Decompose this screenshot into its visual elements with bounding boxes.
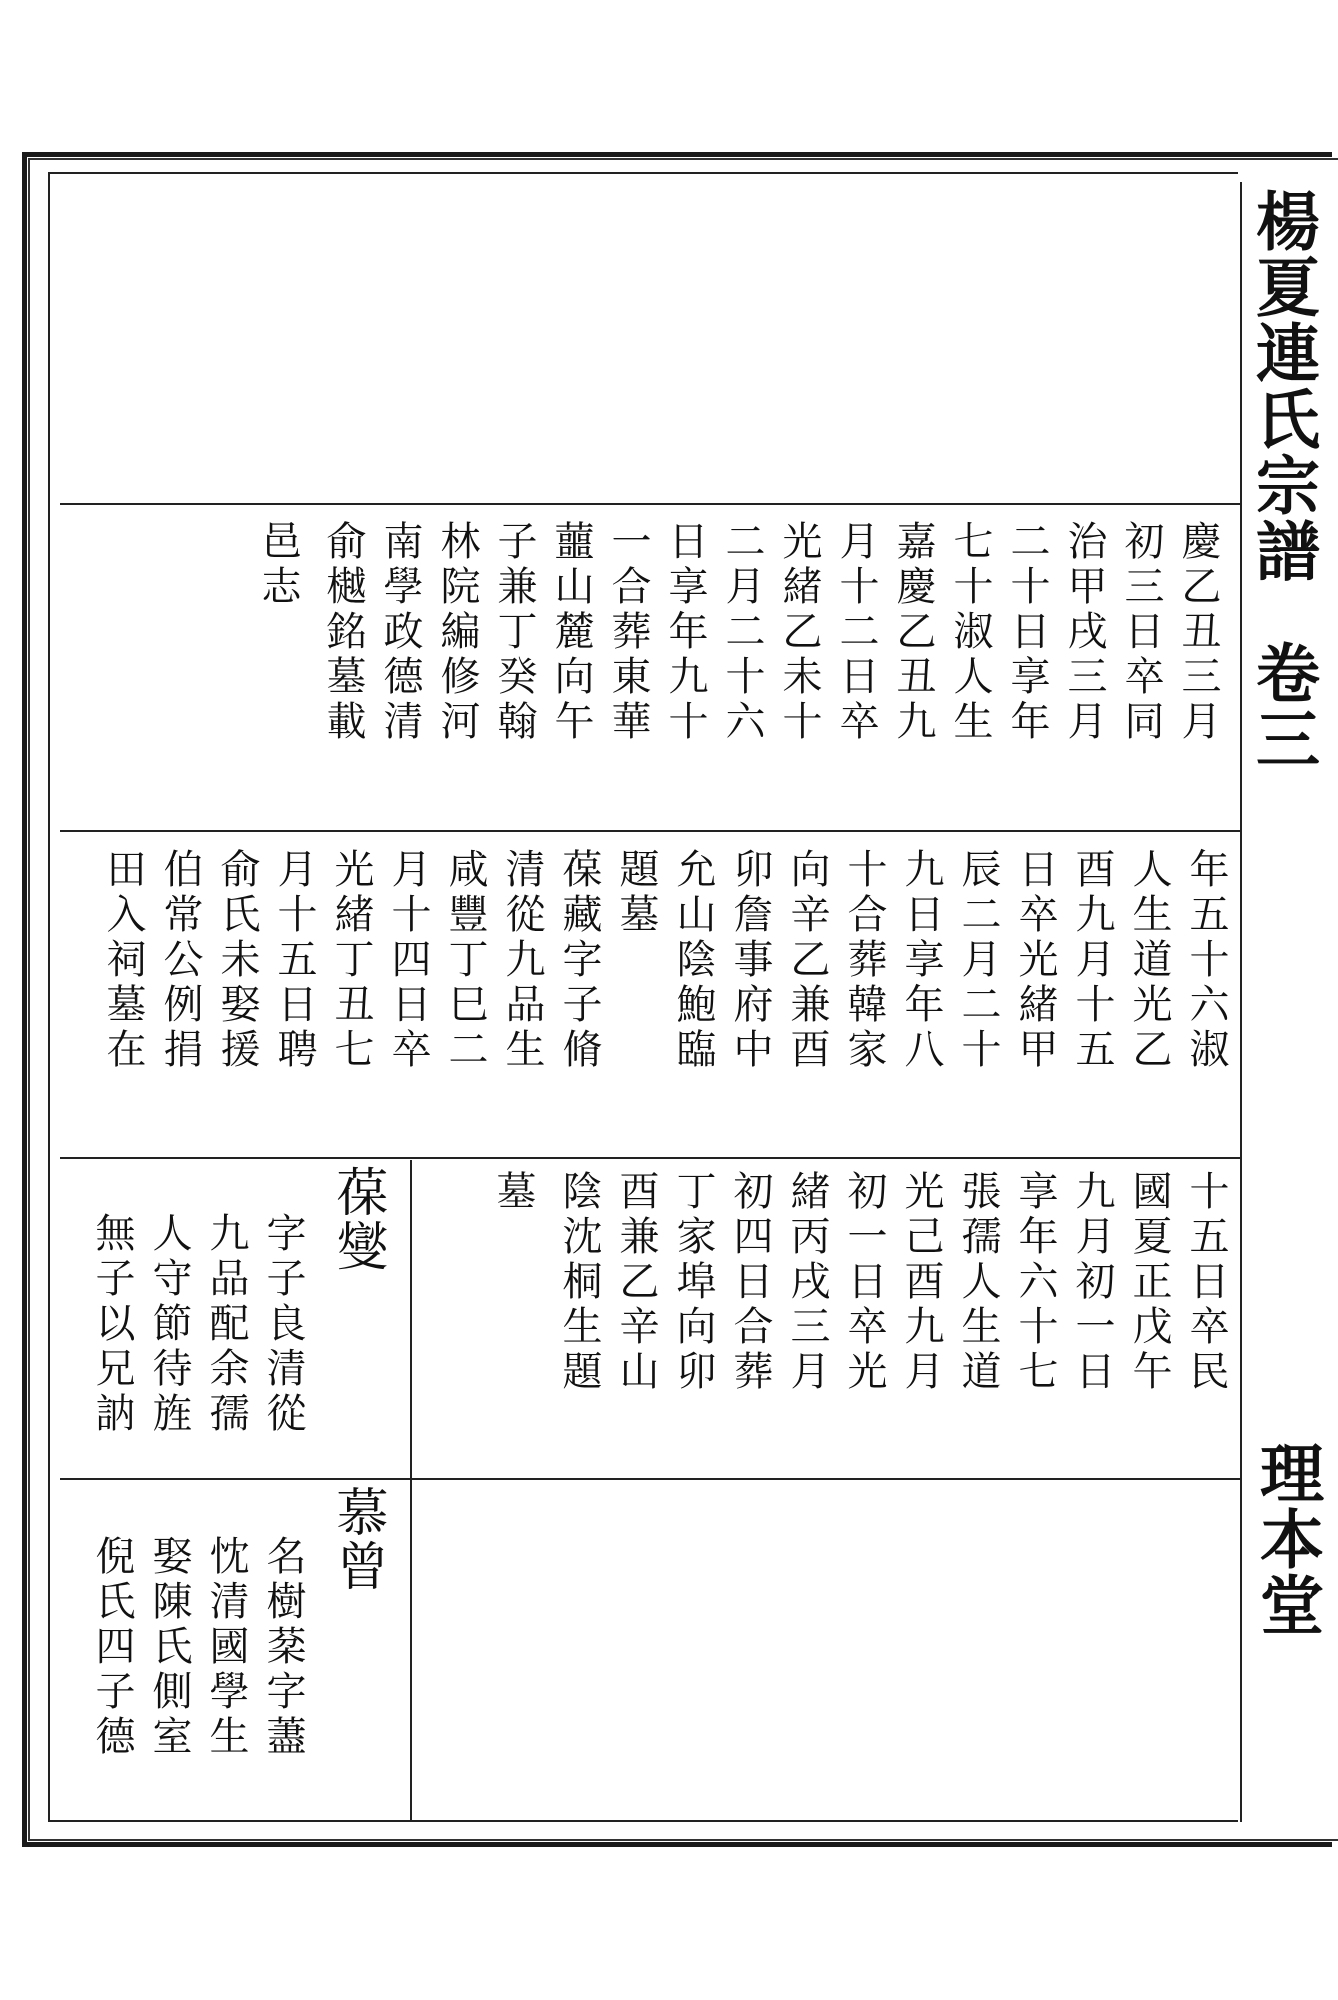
text-column: 咸豐丁巳二 xyxy=(442,848,488,1073)
text-column: 辰二月二十 xyxy=(955,848,1001,1073)
text-column: 林院編修河 xyxy=(434,520,480,745)
person-name: 葆燮 xyxy=(327,1165,387,1273)
text-column: 二月二十六 xyxy=(719,520,765,745)
text-column: 田入祠墓在 xyxy=(100,848,146,1073)
text-column: 張孺人生道 xyxy=(955,1170,1001,1395)
text-column: 清從九品生 xyxy=(499,848,545,1073)
register-rule-1 xyxy=(60,503,1240,505)
text-column: 忱清國學生 xyxy=(203,1535,249,1760)
lower-column-divider xyxy=(410,1160,412,1820)
text-column: 酉兼乙辛山 xyxy=(613,1170,659,1395)
text-column: 月十五日聘 xyxy=(271,848,317,1073)
text-column: 無子以兄訥 xyxy=(89,1212,135,1437)
register-rule-4 xyxy=(60,1478,1240,1480)
text-column: 慶乙丑三月 xyxy=(1175,520,1221,745)
register-rule-3 xyxy=(60,1157,1240,1159)
text-column: 墓 xyxy=(490,1170,536,1215)
text-column: 月十二日卒 xyxy=(833,520,879,745)
register-rule-2 xyxy=(60,830,1240,832)
text-column: 人生道光乙 xyxy=(1126,848,1172,1073)
text-column: 字子良清從 xyxy=(260,1212,306,1437)
text-column: 伯常公例捐 xyxy=(157,848,203,1073)
text-column: 子兼丁癸翰 xyxy=(491,520,537,745)
text-column: 日享年九十 xyxy=(662,520,708,745)
hall-name: 理本堂 xyxy=(1249,1440,1324,1638)
title-strip-divider xyxy=(1240,182,1242,1822)
text-column: 南學政德清 xyxy=(377,520,423,745)
text-column: 俞氏未娶援 xyxy=(214,848,260,1073)
text-column: 緒丙戌三月 xyxy=(784,1170,830,1395)
text-column: 卯詹事府中 xyxy=(727,848,773,1073)
text-column: 初一日卒光 xyxy=(841,1170,887,1395)
text-column: 初四日合葬 xyxy=(727,1170,773,1395)
text-column: 十合葬韓家 xyxy=(841,848,887,1073)
text-column: 年五十六淑 xyxy=(1183,848,1229,1073)
text-column: 七十淑人生 xyxy=(947,520,993,745)
text-column: 九日享年八 xyxy=(898,848,944,1073)
person-name: 慕曾 xyxy=(327,1485,387,1593)
text-column: 酉九月十五 xyxy=(1069,848,1115,1073)
text-column: 丁家埠向卯 xyxy=(670,1170,716,1395)
book-title: 楊夏連氏宗譜 xyxy=(1245,188,1320,584)
text-column: 名樹棻字藎 xyxy=(260,1535,306,1760)
text-column: 俞樾銘墓載 xyxy=(320,520,366,745)
text-column: 初三日卒同 xyxy=(1118,520,1164,745)
text-column: 九月初一日 xyxy=(1069,1170,1115,1395)
text-column: 娶陳氏側室 xyxy=(146,1535,192,1760)
text-column: 人守節待旌 xyxy=(146,1212,192,1437)
text-column: 二十日享年 xyxy=(1004,520,1050,745)
text-column: 陰沈桐生題 xyxy=(556,1170,602,1395)
text-column: 光己酉九月 xyxy=(898,1170,944,1395)
text-column: 光緒乙未十 xyxy=(776,520,822,745)
text-column: 日卒光緒甲 xyxy=(1012,848,1058,1073)
text-column: 邑志 xyxy=(255,520,301,610)
text-column: 題墓 xyxy=(613,848,659,938)
text-column: 享年六十七 xyxy=(1012,1170,1058,1395)
volume-label: 卷三 xyxy=(1245,640,1320,772)
text-column: 向辛乙兼酉 xyxy=(784,848,830,1073)
text-column: 嘉慶乙丑九 xyxy=(890,520,936,745)
text-column: 允山陰鮑臨 xyxy=(670,848,716,1073)
text-column: 國夏正戊午 xyxy=(1126,1170,1172,1395)
text-column: 治甲戌三月 xyxy=(1061,520,1107,745)
text-column: 葆藏字子脩 xyxy=(556,848,602,1073)
text-column: 蘁山麓向午 xyxy=(548,520,594,745)
text-column: 十五日卒民 xyxy=(1183,1170,1229,1395)
text-column: 九品配余孺 xyxy=(203,1212,249,1437)
text-column: 月十四日卒 xyxy=(385,848,431,1073)
text-column: 光緒丁丑七 xyxy=(328,848,374,1073)
text-column: 一合葬東華 xyxy=(605,520,651,745)
text-column: 倪氏四子德 xyxy=(89,1535,135,1760)
